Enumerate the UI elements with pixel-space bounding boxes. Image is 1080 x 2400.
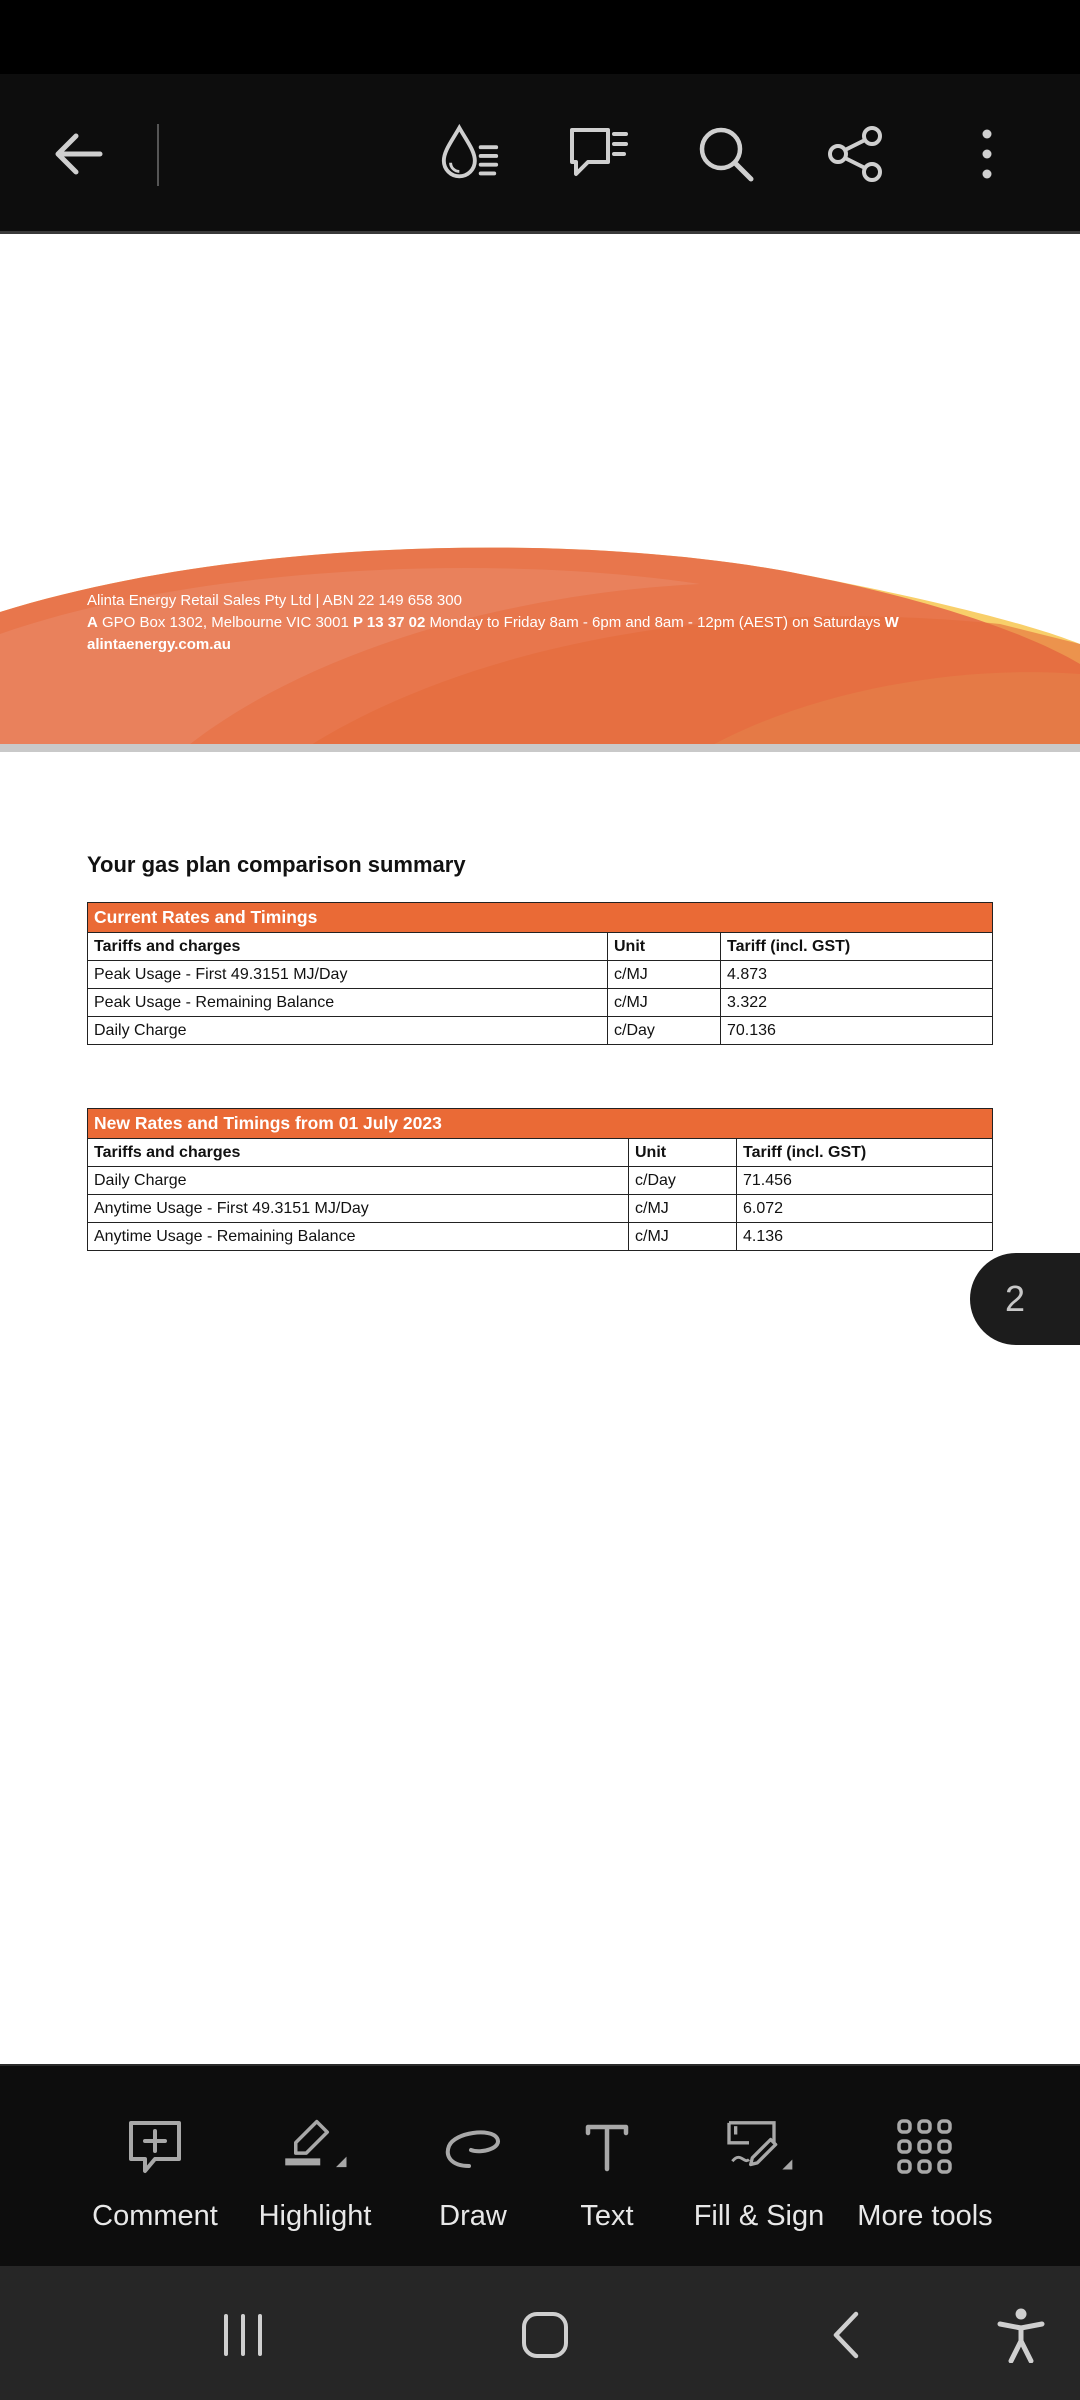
status-bar bbox=[0, 0, 1080, 74]
pdf-page[interactable] bbox=[0, 234, 1080, 2064]
table-cell: 71.456 bbox=[737, 1167, 993, 1195]
grid-icon bbox=[890, 2112, 960, 2182]
table-row bbox=[88, 1017, 993, 1045]
table-row bbox=[88, 1167, 993, 1195]
fill-sign-icon bbox=[724, 2112, 794, 2182]
home-icon[interactable] bbox=[510, 2300, 580, 2370]
table-cell: c/MJ bbox=[629, 1195, 737, 1223]
comments-list-icon[interactable] bbox=[566, 122, 630, 186]
highlighter-icon bbox=[280, 2112, 350, 2182]
header-tariffs: Tariffs and charges bbox=[88, 1139, 629, 1167]
header-tariff: Tariff (incl. GST) bbox=[721, 933, 993, 961]
draw-tool-button[interactable] bbox=[398, 2066, 548, 2268]
share-icon[interactable] bbox=[824, 122, 888, 186]
fill-sign-tool-button[interactable] bbox=[678, 2066, 840, 2268]
current-rates-table bbox=[87, 902, 993, 1045]
tool-label: Draw bbox=[439, 2200, 507, 2232]
tool-label: Text bbox=[580, 2200, 634, 2232]
tool-label: Fill & Sign bbox=[693, 2200, 825, 2232]
new-rates-caption: New Rates and Timings from 01 July 2023 bbox=[88, 1109, 993, 1139]
table-cell: c/MJ bbox=[608, 989, 721, 1017]
table-header-row bbox=[88, 1139, 993, 1167]
table-row bbox=[88, 989, 993, 1017]
current-rates-caption: Current Rates and Timings bbox=[88, 903, 993, 933]
top-toolbar bbox=[0, 74, 1080, 234]
company-website: alintaenergy.com.au bbox=[87, 636, 231, 653]
toolbar-divider bbox=[157, 124, 159, 186]
table-cell: c/Day bbox=[629, 1167, 737, 1195]
table-cell: 6.072 bbox=[737, 1195, 993, 1223]
header-unit: Unit bbox=[629, 1139, 737, 1167]
table-cell: c/MJ bbox=[608, 961, 721, 989]
comment-add-icon bbox=[120, 2112, 190, 2182]
banner-divider bbox=[0, 744, 1080, 752]
highlight-tool-button[interactable] bbox=[240, 2066, 390, 2268]
company-line: Alinta Energy Retail Sales Pty Ltd | ABN 22 149 658 300 bbox=[87, 592, 462, 609]
accessibility-icon[interactable] bbox=[986, 2300, 1056, 2370]
page-number-badge[interactable] bbox=[970, 1253, 1080, 1345]
more-tools-button[interactable] bbox=[850, 2066, 1000, 2268]
table-cell: Daily Charge bbox=[88, 1017, 608, 1045]
table-cell: 4.873 bbox=[721, 961, 993, 989]
table-cell: 4.136 bbox=[737, 1223, 993, 1251]
table-cell: c/Day bbox=[608, 1017, 721, 1045]
bottom-tools-bar bbox=[0, 2064, 1080, 2266]
table-header-row bbox=[88, 933, 993, 961]
text-tool-button[interactable] bbox=[547, 2066, 667, 2268]
table-row bbox=[88, 961, 993, 989]
table-cell: Peak Usage - Remaining Balance bbox=[88, 989, 608, 1017]
document-title: Your gas plan comparison summary bbox=[87, 852, 466, 877]
page-number: 2 bbox=[1004, 1278, 1026, 1319]
system-navigation-bar bbox=[0, 2266, 1080, 2400]
header-unit: Unit bbox=[608, 933, 721, 961]
table-cell: Anytime Usage - Remaining Balance bbox=[88, 1223, 629, 1251]
recents-icon[interactable] bbox=[208, 2300, 278, 2370]
header-tariff: Tariff (incl. GST) bbox=[737, 1139, 993, 1167]
more-vertical-icon[interactable] bbox=[955, 122, 1019, 186]
table-row bbox=[88, 1195, 993, 1223]
header-banner bbox=[0, 234, 1080, 752]
table-cell: 70.136 bbox=[721, 1017, 993, 1045]
search-icon[interactable] bbox=[694, 122, 758, 186]
back-chevron-icon[interactable] bbox=[812, 2300, 882, 2370]
header-tariffs: Tariffs and charges bbox=[88, 933, 608, 961]
tool-label: More tools bbox=[857, 2200, 993, 2232]
new-rates-table bbox=[87, 1108, 993, 1251]
table-cell: c/MJ bbox=[629, 1223, 737, 1251]
tool-label: Highlight bbox=[258, 2200, 372, 2232]
table-caption-row bbox=[88, 1109, 993, 1139]
table-row bbox=[88, 1223, 993, 1251]
company-contact: A GPO Box 1302, Melbourne VIC 3001 P 13 37 02 Monday to Friday 8am - 6pm and 8am - 12pm (AEST) on Saturdays W bbox=[87, 614, 899, 631]
tool-label: Comment bbox=[92, 2200, 218, 2232]
draw-icon bbox=[438, 2112, 508, 2182]
text-icon bbox=[572, 2112, 642, 2182]
table-caption-row bbox=[88, 903, 993, 933]
table-cell: Anytime Usage - First 49.3151 MJ/Day bbox=[88, 1195, 629, 1223]
table-cell: Peak Usage - First 49.3151 MJ/Day bbox=[88, 961, 608, 989]
liquid-mode-icon[interactable] bbox=[438, 122, 502, 186]
comment-tool-button[interactable] bbox=[80, 2066, 230, 2268]
table-cell: Daily Charge bbox=[88, 1167, 629, 1195]
table-cell: 3.322 bbox=[721, 989, 993, 1017]
arrow-left-icon[interactable] bbox=[46, 122, 110, 186]
